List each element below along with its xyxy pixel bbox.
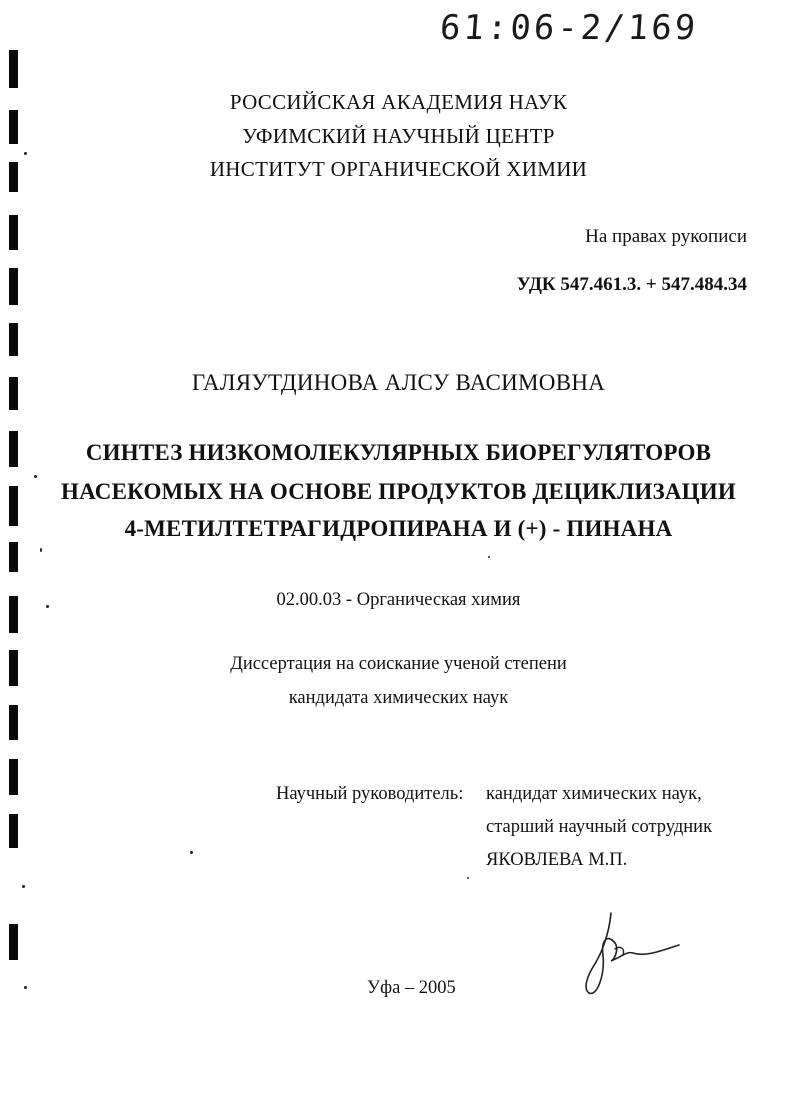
udc-code: УДК 547.461.3. + 547.484.34 (516, 274, 747, 295)
institution-line-1: РОССИЙСКАЯ АКАДЕМИЯ НАУК (229, 90, 568, 114)
specialty: 02.00.03 - Органическая химия (276, 590, 521, 610)
title-line-3: 4-МЕТИЛТЕТРАГИДРОПИРАНА И (+) - ПИНАНА (124, 516, 673, 541)
title-line-1: СИНТЕЗ НИЗКОМОЛЕКУЛЯРНЫХ БИОРЕГУЛЯТОРОВ (85, 440, 712, 465)
archive-number: 61:06-2/169 (438, 8, 700, 48)
title-line-2: НАСЕКОМЫХ НА ОСНОВЕ ПРОДУКТОВ ДЕЦИКЛИЗАЦИИ (61, 479, 736, 504)
degree-line-1: Диссертация на соискание ученой степени (230, 654, 567, 674)
institution-line-3: ИНСТИТУТ ОРГАНИЧЕСКОЙ ХИМИИ (209, 157, 588, 181)
manuscript-rights: На правах рукописи (585, 226, 747, 247)
signature-icon (575, 905, 685, 1000)
degree-line-2: кандидата химических наук (288, 688, 509, 708)
place-year: Уфа – 2005 (367, 978, 456, 998)
author-name: ГАЛЯУТДИНОВА АЛСУ ВАСИМОВНА (191, 370, 606, 395)
institution-line-2: УФИМСКИЙ НАУЧНЫЙ ЦЕНТР (242, 124, 555, 148)
supervisor-label: Научный руководитель: (276, 784, 464, 804)
supervisor-name: ЯКОВЛЕВА М.П. (486, 850, 628, 870)
supervisor-position: старший научный сотрудник (486, 817, 713, 837)
supervisor-degree: кандидат химических наук, (486, 784, 702, 804)
